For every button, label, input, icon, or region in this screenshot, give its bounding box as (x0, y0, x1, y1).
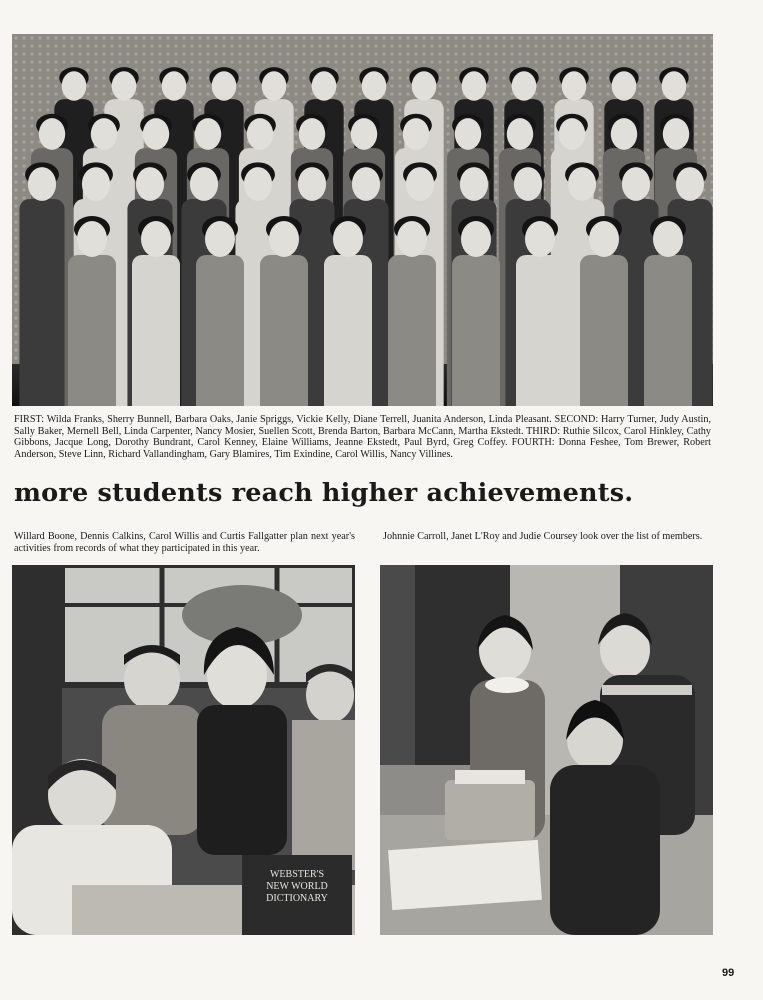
students-reviewing-list-image (380, 565, 713, 935)
dictionary-title: WEBSTER'S (269, 869, 325, 880)
students-reviewing-list-photo (380, 565, 713, 935)
page-headline: more students reach higher achievements. (14, 478, 634, 508)
students-planning-image (12, 565, 355, 935)
svg-text:NEW WORLD: NEW WORLD (266, 881, 328, 892)
students-planning-photo (12, 565, 355, 935)
page-number: 99 (722, 967, 735, 979)
group-photo-caption: FIRST: Wilda Franks, Sherry Bunnell, Barbara Oaks, Janie Spriggs, Vickie Kelly, Diane Terrell, Juanita Anderson, Linda Pleasant. SECOND: Harry Turner, Judy Austin, Sally Baker, Mernell Bell, Linda Carpenter, Nancy Mosier, Suellen Scott, Brenda Barton, Barbara McCann, Martha Ekstedt. THIRD: Ruthie Silcox, Carol Hinkley, Cathy Gibbons, Jacque Long, Dorothy Bundrant, Carol Kenney, Elaine Williams, Jeanne Ekstedt, Paul Byrd, Greg Coffey. FOURTH: Donna Feshee, Tom Brewer, Robert Anderson, Steve Linn, Richard Vallandingham, Gary Blamires, Tim Exindine, Carol Willis, Nancy Villines. (14, 414, 711, 460)
left-photo-caption: Willard Boone, Dennis Calkins, Carol Willis and Curtis Fallgatter plan next year's activities from records of what they participated in this year. (14, 531, 355, 554)
right-photo-caption: Johnnie Carroll, Janet L'Roy and Judie Coursey look over the list of members. (383, 531, 703, 542)
group-photo (12, 34, 713, 406)
svg-text:DICTIONARY: DICTIONARY (266, 893, 328, 904)
group-photo-image (12, 34, 713, 406)
